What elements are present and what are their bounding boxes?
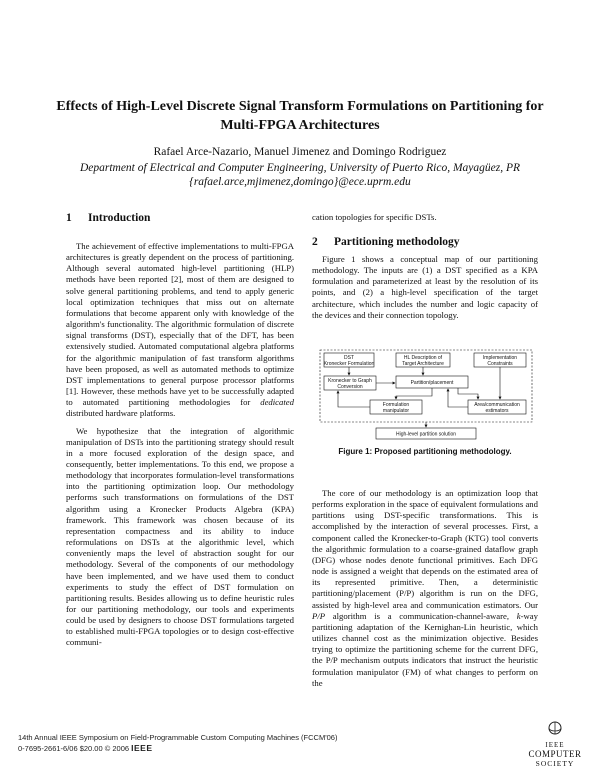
box-target-architecture (396, 353, 450, 367)
box-label: estimators (485, 408, 509, 414)
emphasis-text: P/P (312, 610, 326, 621)
right-column-continuation: cation topologies for specific DSTs. (312, 212, 437, 222)
section-number: 1 (66, 212, 72, 224)
logo-icon (543, 720, 567, 736)
box-label: Constraints (487, 361, 513, 367)
footer-isbn (18, 743, 337, 754)
paragraph-text: algorithm is a communication-channel-aware, (332, 610, 510, 621)
methodology-paragraph-2 (312, 488, 538, 689)
author-email: {rafael.arce,mjimenez,domingo}@ece.uprm.edu (189, 176, 411, 188)
computer-society-logo (520, 720, 590, 768)
box-label: HL Description of (403, 355, 443, 361)
logo-computer: COMPUTER (528, 749, 582, 759)
box-label: High-level partition solution (395, 431, 457, 438)
section-heading-introduction (66, 212, 150, 224)
box-partition-placement (396, 376, 468, 388)
box-constraints (474, 353, 526, 367)
box-label: Implementation (482, 355, 518, 361)
ieee-wordmark: IEEE (131, 743, 153, 753)
paragraph-text: The core of our methodology is an optimization loop that performs exploration in the space of equivalent formulations and partitions using DST-specific transformations. This is accomplished by the interaction of several processes. First, a component called the Kronecker-to-Graph (KTG) tool converts the algorithmic formulation to a coarse-grained dataflow graph (DFG) whose nodes denote functional primitives. Each DFG node is assigned a weight that depends on the estimated area of its represented primitive. Then, a deterministic partitioning/placement (P/P) algorithm is run on the DFG, assisted by high-level area and communication estimators. Our (312, 488, 538, 610)
box-label: DST (344, 355, 354, 361)
right-column-bottom (312, 488, 538, 695)
box-solution (376, 428, 476, 439)
box-dst (324, 353, 375, 367)
affiliation: Department of Electrical and Computer Engineering, University of Puerto Rico, Mayagüez, PR (79, 162, 521, 174)
box-formulation-manipulator (370, 400, 422, 414)
methodology-paragraph-1: Figure 1 shows a conceptual map of our partitioning methodology. The inputs are (1) a DST specified as a KPA formulation and parameterized at least by the resolution of its points, and (2) a high-level specification of the target architecture, which includes the number and logic capacity of the devices and their connection topology. (312, 254, 538, 320)
section-title: Introduction (88, 212, 151, 224)
author-list: Rafael Arce-Nazario, Manuel Jimenez and Domingo Rodriguez (153, 146, 447, 158)
figure-caption: Figure 1: Proposed partitioning methodology. (338, 447, 512, 456)
box-label: Kronecker to Graph (328, 378, 372, 384)
box-label: Conversion (337, 384, 363, 390)
box-label: Partition/placement (410, 380, 454, 386)
section-title: Partitioning methodology (334, 236, 460, 248)
intro-paragraph-2: We hypothesize that the integration of algorithmic manipulation of DSTs into the partitioning strategy should result in a more focused exploration of the design space, and consequently, better implementations. To this end, we propose a methodology that incorporates formulation-level transformations into the partitioning optimization loop. Our methodology performs such transformations on formulations of the DST algorithm using a Kronecker Products Algebra (KPA) framework. This framework was chosen because of its representation compactness and its ability to induce reformulations on DSTs at the algorithmic level, which conveniently maps the level of abstraction sought for our methodology. Several of the components of our methodology have been implemented, and we have used them to conduct experiments to study the effect of DST formulation on partitioning results. Besides allowing us to define heuristic rules for our partitioning methodology, our tools and experiments could be used by designers to choose DST formulations targeted to established multi-FPGA topologies or to design cost-effective communi- (66, 425, 294, 648)
paragraph-text: distributed hardware platforms. (66, 408, 176, 419)
paper-title: Effects of High-Level Discrete Signal Transform Formulations on Partitioning for Multi-FPGA Architectures (56, 99, 544, 133)
box-label: Target Architecture (402, 361, 444, 367)
box-label: Formulation (382, 402, 410, 408)
section-heading-methodology (312, 236, 460, 248)
box-estimators (468, 400, 526, 414)
box-ktg (324, 376, 376, 390)
box-label: Area/communication (474, 402, 520, 408)
paragraph-text: -way partitioning adaptation of the Kernighan-Lin heuristic, which utilizes channel cost as the minimization objective. Besides trying to optimize the partitioning scheme for the current DFG, the P/P mechanism outputs indicators that instruct the heuristic formulation manipulator (FM) of what changes to perform on the (312, 610, 539, 688)
emphasis-text: k (516, 610, 521, 621)
paragraph-text: The achievement of effective implementations to multi-FPGA architectures is greatly dependent on the process of partitioning. Although several automated high-level partitioning (HLP) methods have been reported [2], most of them are designed to solve general partitioning problems, and tend to apply generic local optimization techniques that miss out on alternate formulations that become apparent only with knowledge of the algorithm's functionality. The algorithmic formulation of discrete signal transforms (DST), especially that of the DFT, has been extensively studied. Automated computational algebra platforms for the algorithmic manipulation of fast transform algorithms have been proposed, as well as automated methods to optimize DST implementations to general purpose processor platforms [1]. However, these methods have yet to be successfully adapted to automated partitioning methodologies for (66, 241, 294, 408)
affiliation-block (40, 161, 560, 189)
page-footer (18, 732, 337, 754)
footer-isbn-text: 0-7695-2661-6/06 $20.00 © 2006 (18, 744, 130, 753)
box-label: manipulator (382, 408, 410, 414)
right-column-top (312, 254, 538, 327)
logo-ieee: IEEE (545, 741, 565, 749)
logo-society: SOCIETY (535, 759, 575, 768)
footer-venue: 14th Annual IEEE Symposium on Field-Programmable Custom Computing Machines (FCCM'06) (18, 733, 338, 742)
methodology-diagram (318, 348, 534, 442)
intro-paragraph-1 (66, 241, 294, 420)
box-label: Kronecker Formulation (323, 361, 375, 367)
left-column (66, 241, 294, 655)
section-number: 2 (312, 236, 318, 248)
emphasis-text: dedicated (260, 397, 294, 408)
